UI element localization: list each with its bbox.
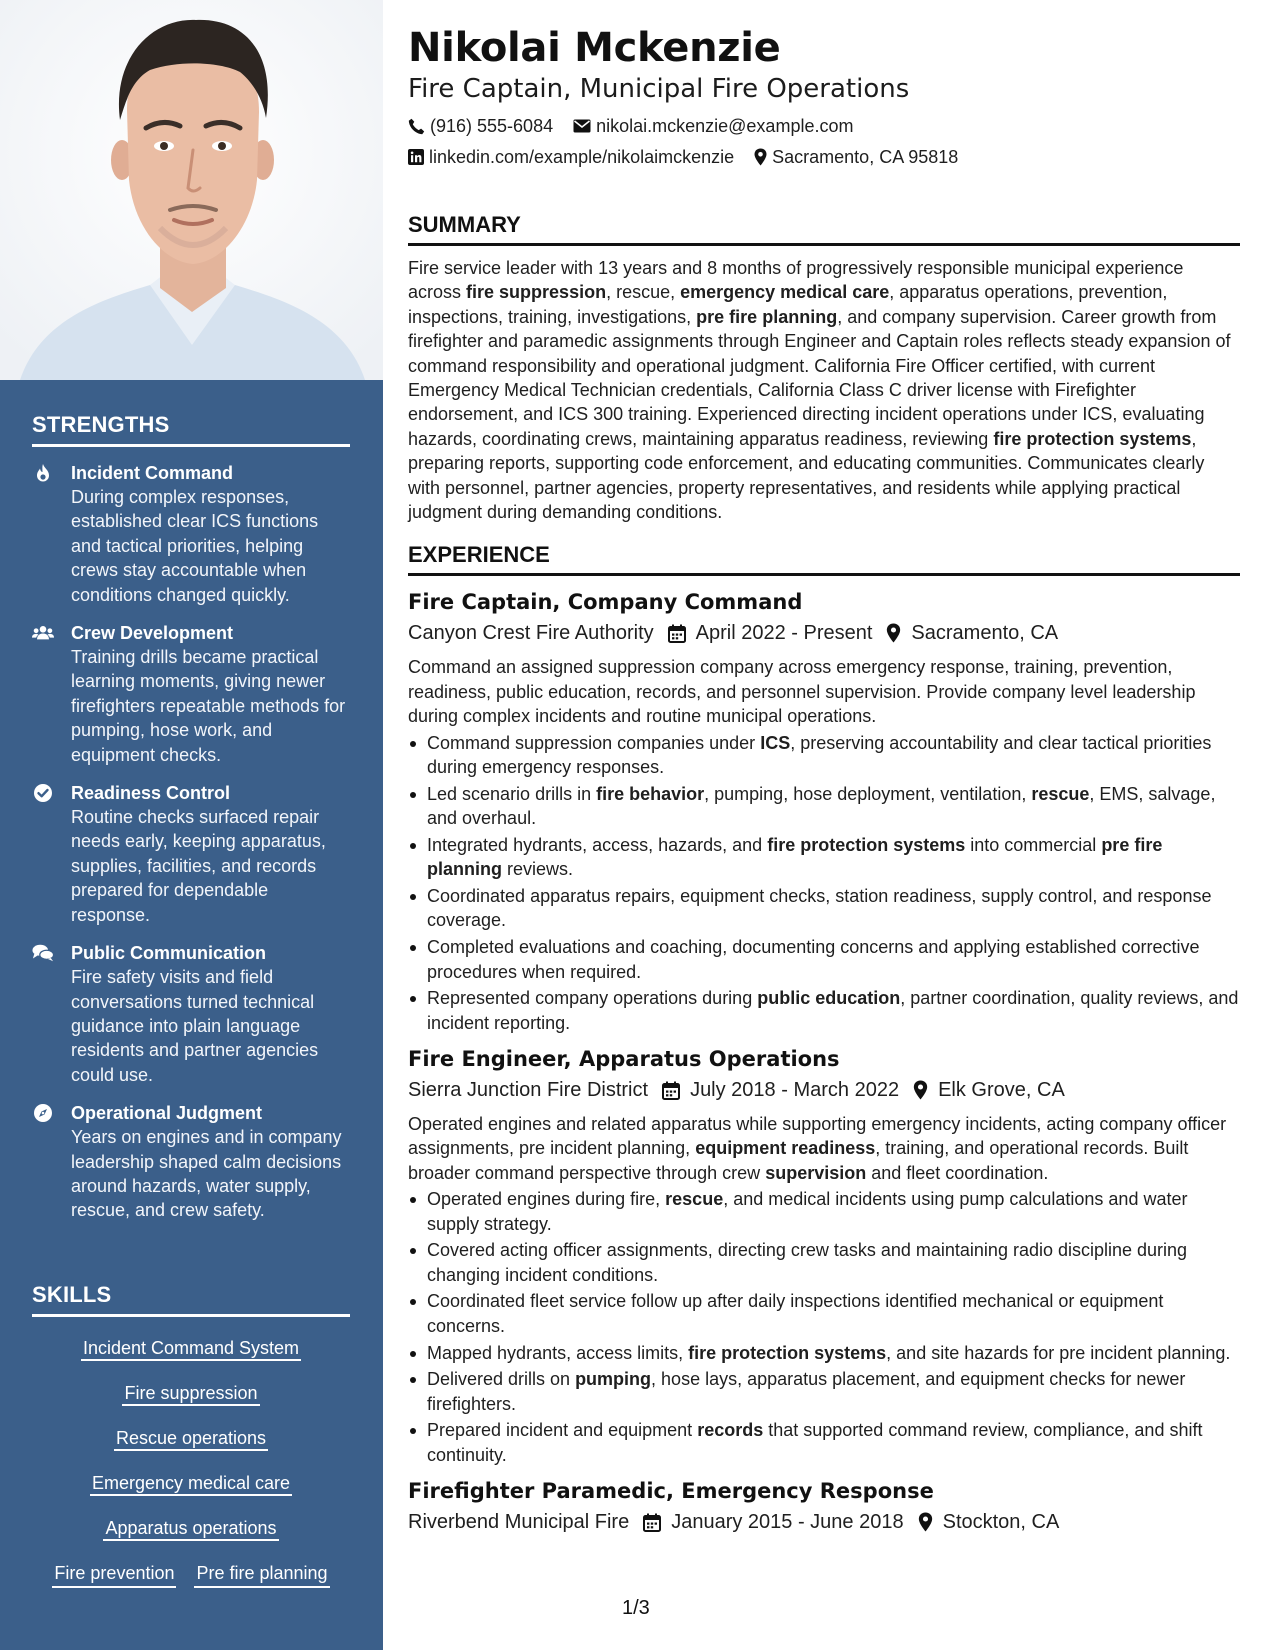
- compass-icon: [32, 1103, 54, 1123]
- candidate-role: Fire Captain, Municipal Fire Operations: [408, 74, 910, 104]
- summary-heading: SUMMARY: [408, 212, 1240, 246]
- text-run: , preserving accountability and clear tactical priorities during emergency responses.: [427, 732, 1212, 778]
- summary-text: [408, 256, 1240, 524]
- users-icon: [32, 623, 54, 643]
- bullet-item: [408, 1289, 1240, 1338]
- strength-description: Routine checks surfaced repair needs early, keeping apparatus, supplies, facilities, and records prepared for dependable response.: [71, 807, 326, 925]
- text-run: reviews.: [502, 859, 574, 880]
- job-description: [408, 655, 1240, 728]
- map-pin-icon: [913, 1080, 928, 1100]
- skills-list: [32, 1336, 350, 1588]
- bullet-item: [408, 986, 1240, 1035]
- job-title: Fire Engineer, Apparatus Operations: [408, 1047, 840, 1072]
- text-run: , preparing reports, supporting code enforcement, and educating communities. Communicates clearly with personnel, partner agencies, property representatives, and residents while applying practical judgment during demanding conditions.: [408, 428, 1205, 523]
- text-run: Command suppression companies under: [427, 732, 761, 753]
- skill-row: [32, 1426, 350, 1450]
- phone-contact: [408, 114, 553, 138]
- bold-keyword: pumping: [575, 1369, 652, 1390]
- job-entry: [408, 1477, 1240, 1536]
- text-run: , pumping, hose deployment, ventilation,: [704, 783, 1032, 804]
- skill-row: [32, 1471, 350, 1495]
- contact-row-2: [408, 145, 1240, 169]
- map-pin-icon: [918, 1512, 933, 1532]
- strength-item: [32, 781, 350, 927]
- strength-item: [32, 941, 350, 1087]
- job-employer: Sierra Junction Fire District: [408, 1079, 649, 1102]
- strength-title: Incident Command: [71, 463, 234, 483]
- bullet-item: [408, 884, 1240, 933]
- skill-row: [32, 1516, 350, 1540]
- skills-section: [32, 1282, 350, 1588]
- text-run: , and medical incidents using pump calculations and water supply strategy.: [427, 1189, 1188, 1234]
- phone-icon: [408, 118, 425, 135]
- bold-keyword: records: [697, 1420, 764, 1441]
- bold-keyword: equipment readiness: [695, 1138, 876, 1159]
- location-text: Sacramento, CA 95818: [772, 147, 959, 167]
- text-run: , training, and operational records. Built broader command perspective through crew: [408, 1138, 1189, 1183]
- calendar-icon: [668, 624, 686, 643]
- bold-keyword: pre fire planning: [696, 306, 838, 327]
- text-run: Represented company operations during: [427, 988, 758, 1009]
- email-contact[interactable]: [573, 114, 853, 138]
- job-location: Stockton, CA: [942, 1511, 1060, 1534]
- bullet-item: [408, 1187, 1240, 1236]
- strength-item: [32, 1101, 350, 1223]
- sidebar: [0, 0, 383, 1650]
- skill-tag: Fire suppression: [122, 1383, 259, 1406]
- strength-item: [32, 621, 350, 767]
- envelope-icon: [573, 119, 591, 133]
- candidate-name: Nikolai Mckenzie: [408, 25, 781, 71]
- job-meta: [408, 619, 1240, 647]
- bold-keyword: rescue: [665, 1189, 724, 1210]
- text-run: , EMS, salvage, and overhaul.: [427, 783, 1216, 829]
- text-run: , and site hazards for pre incident planning.: [886, 1342, 1231, 1363]
- bold-keyword: fire protection systems: [993, 428, 1192, 449]
- job-location: Sacramento, CA: [911, 622, 1059, 645]
- calendar-icon: [643, 1513, 661, 1532]
- text-run: Operated engines during fire,: [427, 1189, 666, 1210]
- location-contact: [754, 145, 958, 169]
- job-dates: April 2022 - Present: [695, 622, 873, 645]
- text-run: Operated engines and related apparatus while supporting emergency incidents, acting company officer assignments, pre incident planning,: [408, 1114, 1227, 1159]
- job-employer: Riverbend Municipal Fire: [408, 1511, 630, 1534]
- linkedin-contact[interactable]: [408, 145, 734, 169]
- comments-icon: [32, 943, 54, 963]
- map-pin-icon: [886, 623, 901, 643]
- bullet-item: [408, 1341, 1240, 1365]
- strength-title: Readiness Control: [71, 783, 231, 804]
- bold-keyword: fire protection systems: [767, 834, 966, 855]
- bold-keyword: pre fire planning: [427, 834, 1163, 880]
- job-location: Elk Grove, CA: [938, 1079, 1065, 1102]
- bullet-item: [408, 935, 1240, 984]
- job-dates: January 2015 - June 2018: [671, 1511, 904, 1534]
- bold-keyword: fire protection systems: [688, 1342, 887, 1363]
- bullet-item: [408, 1238, 1240, 1287]
- skill-tag: Incident Command System: [81, 1338, 301, 1361]
- experience-list: [408, 588, 1240, 1536]
- text-run: , rescue,: [606, 282, 681, 303]
- bullet-item: [408, 1418, 1240, 1467]
- profile-photo: [0, 0, 383, 380]
- page-number: 1/3: [622, 1597, 650, 1619]
- skill-tag: Rescue operations: [114, 1428, 268, 1451]
- fire-icon: [32, 463, 54, 483]
- calendar-icon: [662, 1081, 680, 1100]
- text-run: , partner coordination, quality reviews, and incident reporting.: [427, 988, 1239, 1033]
- job-bullets: [408, 731, 1240, 1035]
- job-meta: [408, 1076, 1240, 1104]
- text-run: Prepared incident and equipment: [427, 1420, 698, 1441]
- bold-keyword: fire suppression: [466, 282, 607, 303]
- phone-number: (916) 555-6084: [430, 116, 554, 136]
- strength-description: Fire safety visits and field conversations turned technical guidance into plain language residents and partner agencies could use.: [71, 967, 319, 1085]
- text-run: , and company supervision. Career growth from firefighter and paramedic assignments through Engineer and Captain roles reflects steady expansion of command responsibility and operational judgment. California Fire Officer certified, with current Emergency Medical Technician credentials, California Class C driver license with Firefighter endorsement, and ICS 300 training. Experienced directing incident operations under ICS, evaluating hazards, coordinating crews, maintaining apparatus readiness, reviewing: [408, 306, 1231, 449]
- text-run: into commercial: [965, 834, 1102, 855]
- job-meta: [408, 1508, 1240, 1536]
- bold-keyword: ICS: [760, 732, 791, 753]
- job-bullets: [408, 1187, 1240, 1467]
- bold-keyword: public education: [757, 988, 901, 1009]
- strength-title: Crew Development: [71, 623, 234, 644]
- text-run: that supported command review, compliance, and shift continuity.: [427, 1420, 1203, 1465]
- strength-description: Training drills became practical learning moments, giving newer firefighters repeatable methods for pumping, hose work, and equipment checks.: [71, 647, 346, 765]
- contact-row-1: [408, 114, 1240, 138]
- strength-item: [32, 461, 350, 607]
- job-description: [408, 1112, 1240, 1185]
- text-run: , apparatus operations, prevention, inspections, training, investigations,: [408, 282, 1168, 327]
- skill-row: [32, 1336, 350, 1360]
- bullet-item: [408, 833, 1240, 882]
- text-run: Delivered drills on: [427, 1369, 576, 1390]
- strength-title: Public Communication: [71, 943, 267, 964]
- map-pin-icon: [754, 148, 767, 166]
- text-run: Coordinated fleet service follow up after daily inspections identified mechanical or equipment concerns.: [427, 1291, 1164, 1336]
- strengths-heading: STRENGTHS: [32, 412, 350, 447]
- job-entry: [408, 1045, 1240, 1467]
- text-run: Mapped hydrants, access limits,: [427, 1342, 689, 1363]
- job-dates: July 2018 - March 2022: [690, 1079, 900, 1102]
- skill-tag: Fire prevention: [52, 1561, 176, 1588]
- experience-heading: EXPERIENCE: [408, 542, 1240, 576]
- main-column: [408, 22, 1240, 1536]
- bullet-item: [408, 1367, 1240, 1416]
- linkedin-url[interactable]: linkedin.com/example/nikolaimckenzie: [429, 147, 735, 167]
- job-employer: Canyon Crest Fire Authority: [408, 622, 654, 645]
- skill-tag: Emergency medical care: [90, 1473, 292, 1496]
- job-title: Fire Captain, Company Command: [408, 590, 803, 615]
- bold-keyword: supervision: [765, 1162, 867, 1183]
- text-run: Led scenario drills in: [427, 783, 597, 804]
- strength-description: During complex responses, established clear ICS functions and tactical priorities, helping crews stay accountable when conditions changed quickly.: [71, 487, 319, 605]
- bold-keyword: fire behavior: [596, 783, 705, 804]
- text-run: Covered acting officer assignments, directing crew tasks and maintaining radio discipline during changing incident conditions.: [427, 1240, 1188, 1285]
- strengths-section: [32, 412, 350, 1223]
- text-run: Integrated hydrants, access, hazards, and: [427, 834, 768, 855]
- skill-tag: Pre fire planning: [194, 1561, 329, 1588]
- job-entry: [408, 588, 1240, 1035]
- skills-heading: SKILLS: [32, 1282, 350, 1317]
- text-run: Coordinated apparatus repairs, equipment checks, station readiness, supply control, and response coverage.: [427, 886, 1212, 931]
- text-run: Completed evaluations and coaching, documenting concerns and applying established corrective procedures when required.: [427, 937, 1200, 982]
- skill-row: [32, 1381, 350, 1405]
- strength-title: Operational Judgment: [71, 1103, 263, 1124]
- text-run: , hose lays, apparatus placement, and equipment checks for newer firefighters.: [427, 1369, 1186, 1414]
- linkedin-icon: [408, 149, 424, 165]
- strength-description: Years on engines and in company leadership shaped calm decisions around hazards, water supply, rescue, and crew safety.: [71, 1127, 342, 1221]
- text-run: and fleet coordination.: [866, 1162, 1049, 1183]
- skill-tag: Apparatus operations: [103, 1518, 278, 1541]
- text-run: Command an assigned suppression company across emergency response, training, prevention, readiness, public education, records, and personnel supervision. Provide company level leadership during complex incidents and routine municipal operations.: [408, 657, 1196, 727]
- bullet-item: [408, 731, 1240, 780]
- bold-keyword: emergency medical care: [680, 282, 890, 303]
- bold-keyword: rescue: [1031, 783, 1090, 804]
- bullet-item: [408, 782, 1240, 831]
- check-circle-icon: [32, 783, 54, 803]
- text-run: Fire service leader with 13 years and 8 months of progressively responsible municipal experience across: [408, 258, 1184, 303]
- email-address[interactable]: nikolai.mckenzie@example.com: [596, 116, 854, 136]
- job-title: Firefighter Paramedic, Emergency Response: [408, 1479, 934, 1504]
